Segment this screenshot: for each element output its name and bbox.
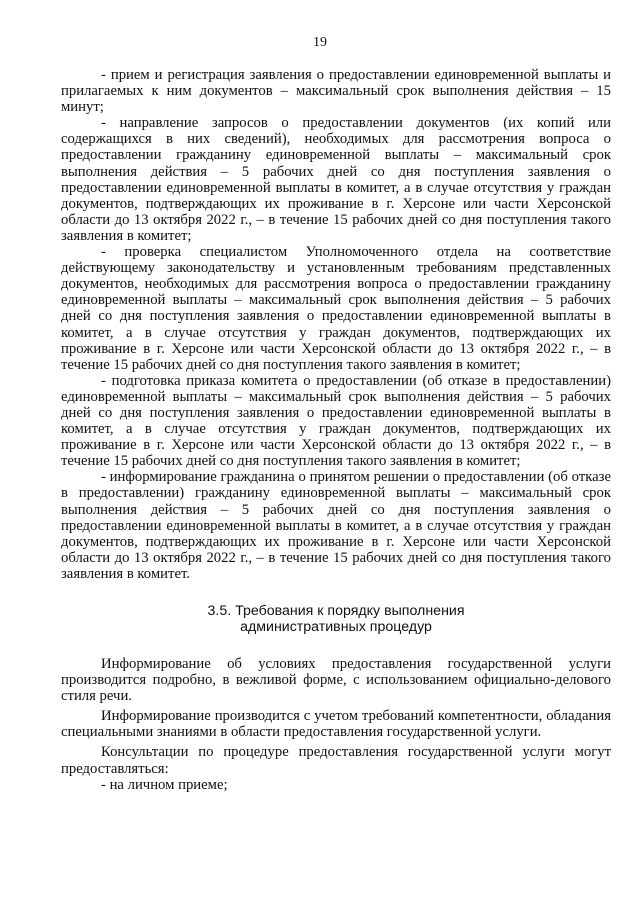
list-item-order-preparation: - подготовка приказа комитета о предоставлении (об отказе в предоставлении) единовременной выплаты – максимальный срок выполнения действия – 5 рабочих дней со дня поступления заявления о предоставлении единовременной выплаты в комитет, а в случае отсутствия у граждан документов, подтверждающих их проживание в г. Херсоне или части Херсонской области до 13 октября 2022 г., – в течение 15 рабочих дней со дня поступления такого заявления в комитет; [61, 372, 611, 470]
paragraph-competence: Информирование производится с учетом требований компетентности, обладания специальными знаниями в области предоставления государственной услуги. [61, 708, 611, 741]
list-item-informing: - информирование гражданина о принятом решении о предоставлении (об отказе в предоставлении) гражданину единовременной выплаты – максимальный срок выполнения действия – 5 рабочих дней со дня поступления заявления о предоставлении единовременной выплаты в комитет, а в случае отсутствия у граждан документов, подтверждающих их проживание в г. Херсоне или части Херсонской области до 13 октября 2022 г., – в течение 15 рабочих дней со дня поступления такого заявления в комитет. [61, 469, 611, 582]
section-heading-line2: административных процедур [240, 619, 432, 635]
list-item-requests: - направление запросов о предоставлении документов (их копий или содержащихся в них сведений), необходимых для рассмотрения вопроса о предоставлении гражданину единовременной выплаты – максимальный срок выполнения действия – 5 рабочих дней со дня поступления заявления о предоставлении единовременной выплаты в комитет, а в случае отсутствия у граждан документов, подтверждающих их проживание в г. Херсоне или части Херсонской области до 13 октября 2022 г., – в течение 15 рабочих дней со дня поступления такого заявления в комитет; [61, 115, 611, 244]
section-heading-line1: 3.5. Требования к порядку выполнения [207, 603, 465, 619]
list-item-verification: - проверка специалистом Уполномоченного отдела на соответствие действующему законодательству и установленным требованиям представленных документов, необходимых для рассмотрения вопроса о предоставлении гражданину единовременной выплаты – максимальный срок выполнения действия – 5 рабочих дней со дня поступления заявления о предоставлении единовременной выплаты в комитет, а в случае отсутствия у граждан документов, подтверждающих их проживание в г. Херсоне или части Херсонской области до 13 октября 2022 г., – в течение 15 рабочих дней со дня поступления такого заявления в комитет; [61, 244, 611, 373]
list-item-personal-reception: - на личном приеме; [101, 776, 228, 793]
section-heading [61, 603, 611, 635]
paragraph-consultations: Консультации по процедуре предоставления государственной услуги могут предоставляться: [61, 744, 611, 777]
page-number: 19 [313, 35, 327, 50]
paragraph-informing-conditions: Информирование об условиях предоставления государственной услуги производится подробно, в вежливой форме, с использованием официально-делового стиля речи. [61, 656, 611, 705]
document-body [61, 67, 611, 793]
list-item-reception: - прием и регистрация заявления о предоставлении единовременной выплаты и прилагаемых к ним документов – максимальный срок выполнения действия – 15 минут; [61, 67, 611, 116]
